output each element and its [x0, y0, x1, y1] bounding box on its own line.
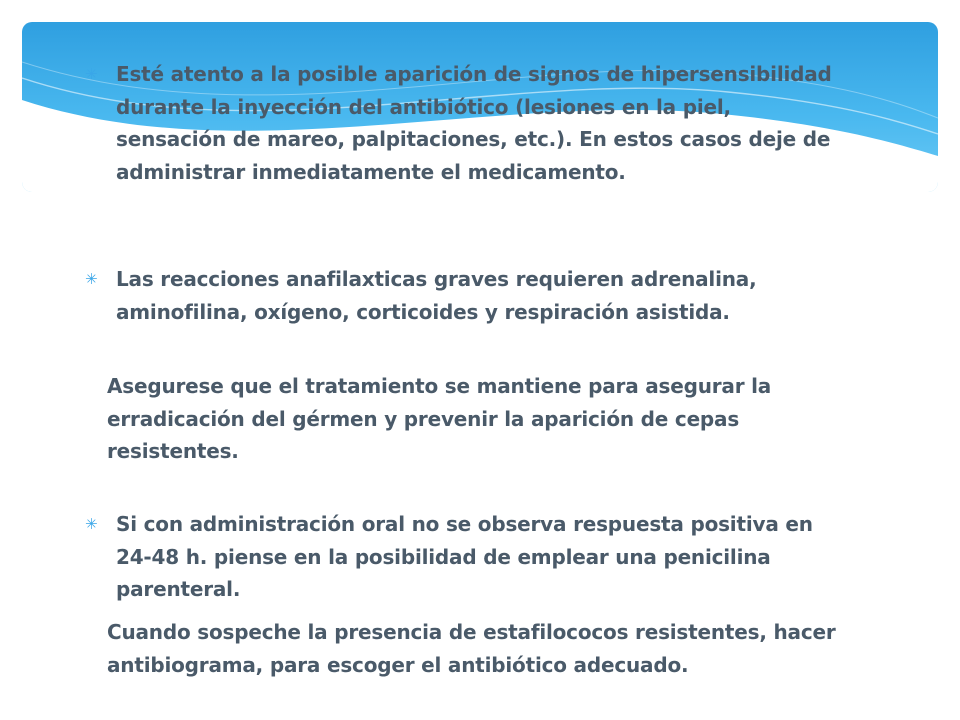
paragraph-text: Esté atento a la posible aparición de signos de hipersensibilidad durante la inyección del antibiótico (lesiones en la piel, sensación de mareo, palpitaciones, etc.). En estos casos deje de administrar inmediatamente el medicamento.	[116, 62, 832, 184]
paragraph-text: Las reacciones anafilaxticas graves requieren adrenalina, aminofilina, oxígeno, corticoides y respiración asistida.	[116, 267, 757, 324]
paragraph-oral-administration	[85, 508, 836, 606]
asterisk-bullet-icon: ✳	[85, 515, 98, 533]
paragraph-text: Cuando sospeche la presencia de estafilococos resistentes, hacer antibiograma, para escoger el antibiótico adecuado.	[107, 620, 836, 677]
paragraph-staphylococci	[107, 616, 836, 681]
paragraph-anaphylaxis	[85, 263, 836, 328]
paragraph-text: Asegurese que el tratamiento se mantiene para asegurar la erradicación del gérmen y prevenir la aparición de cepas resistentes.	[107, 374, 772, 463]
asterisk-bullet-icon: ✳	[85, 270, 98, 288]
paragraph-text: Si con administración oral no se observa respuesta positiva en 24-48 h. piense en la posibilidad de emplear una penicilina parenteral.	[116, 512, 813, 601]
asterisk-bullet-icon: ✳	[85, 65, 98, 83]
paragraph-treatment	[107, 370, 836, 468]
paragraph-hypersensitivity	[85, 58, 836, 188]
